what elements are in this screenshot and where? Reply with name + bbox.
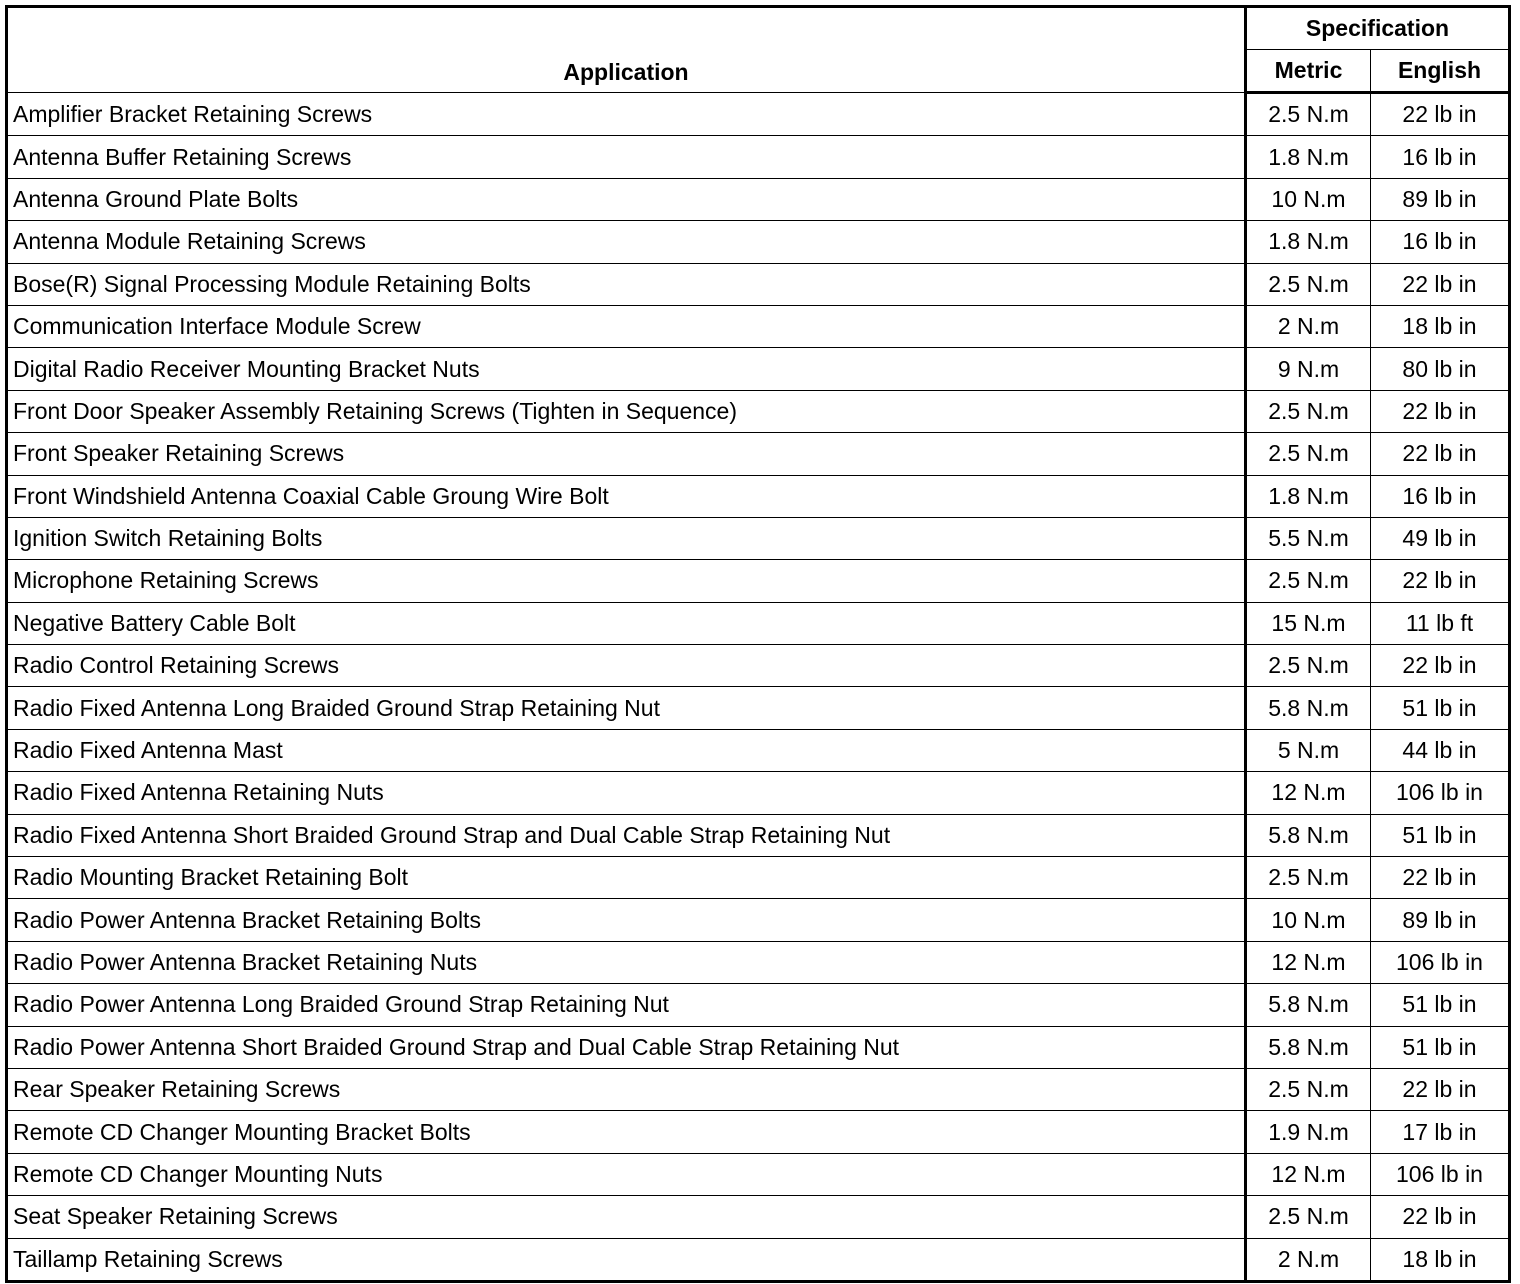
table-row [7,857,1510,899]
cell-english: 106 lb in [1371,772,1510,814]
cell-application: Rear Speaker Retaining Screws [7,1068,1246,1110]
cell-metric: 10 N.m [1246,178,1371,220]
cell-application: Seat Speaker Retaining Screws [7,1196,1246,1238]
cell-application: Taillamp Retaining Screws [7,1238,1246,1281]
cell-english: 17 lb in [1371,1111,1510,1153]
cell-application: Antenna Buffer Retaining Screws [7,136,1246,178]
cell-metric: 12 N.m [1246,1153,1371,1195]
table-row [7,1068,1510,1110]
cell-english: 22 lb in [1371,857,1510,899]
cell-english: 18 lb in [1371,1238,1510,1281]
cell-metric: 2.5 N.m [1246,263,1371,305]
table-row [7,93,1510,136]
cell-application: Front Speaker Retaining Screws [7,433,1246,475]
cell-application: Amplifier Bracket Retaining Screws [7,93,1246,136]
table-row [7,645,1510,687]
cell-english: 51 lb in [1371,1026,1510,1068]
table-row [7,1026,1510,1068]
cell-english: 44 lb in [1371,729,1510,771]
cell-metric: 1.8 N.m [1246,475,1371,517]
cell-application: Radio Fixed Antenna Retaining Nuts [7,772,1246,814]
cell-metric: 2.5 N.m [1246,433,1371,475]
cell-english: 22 lb in [1371,560,1510,602]
cell-english: 89 lb in [1371,178,1510,220]
cell-application: Negative Battery Cable Bolt [7,602,1246,644]
cell-metric: 9 N.m [1246,348,1371,390]
table-row [7,1196,1510,1238]
cell-metric: 12 N.m [1246,772,1371,814]
table-row [7,602,1510,644]
cell-english: 22 lb in [1371,263,1510,305]
cell-metric: 5.8 N.m [1246,687,1371,729]
cell-application: Radio Power Antenna Short Braided Ground Strap and Dual Cable Strap Retaining Nut [7,1026,1246,1068]
cell-application: Radio Power Antenna Bracket Retaining Bolts [7,899,1246,941]
cell-metric: 15 N.m [1246,602,1371,644]
cell-metric: 2.5 N.m [1246,93,1371,136]
table-row [7,348,1510,390]
header-english: English [1371,50,1510,93]
cell-english: 22 lb in [1371,433,1510,475]
cell-english: 11 lb ft [1371,602,1510,644]
table-row [7,814,1510,856]
cell-metric: 5.8 N.m [1246,814,1371,856]
cell-metric: 10 N.m [1246,899,1371,941]
cell-application: Digital Radio Receiver Mounting Bracket Nuts [7,348,1246,390]
cell-application: Radio Mounting Bracket Retaining Bolt [7,857,1246,899]
cell-metric: 1.9 N.m [1246,1111,1371,1153]
cell-english: 18 lb in [1371,305,1510,347]
cell-metric: 5.8 N.m [1246,1026,1371,1068]
cell-application: Radio Fixed Antenna Short Braided Ground Strap and Dual Cable Strap Retaining Nut [7,814,1246,856]
cell-english: 16 lb in [1371,136,1510,178]
table-row [7,390,1510,432]
cell-english: 51 lb in [1371,687,1510,729]
header-metric: Metric [1246,50,1371,93]
cell-metric: 2.5 N.m [1246,1196,1371,1238]
table-row [7,263,1510,305]
header-specification: Specification [1246,7,1510,50]
cell-english: 106 lb in [1371,1153,1510,1195]
cell-application: Radio Power Antenna Bracket Retaining Nuts [7,941,1246,983]
cell-application: Remote CD Changer Mounting Bracket Bolts [7,1111,1246,1153]
cell-english: 80 lb in [1371,348,1510,390]
cell-metric: 2 N.m [1246,305,1371,347]
header-application: Application [7,7,1246,93]
cell-metric: 2.5 N.m [1246,1068,1371,1110]
cell-metric: 2.5 N.m [1246,857,1371,899]
cell-english: 22 lb in [1371,1068,1510,1110]
cell-english: 51 lb in [1371,984,1510,1026]
table-row [7,1238,1510,1281]
cell-metric: 2 N.m [1246,1238,1371,1281]
cell-application: Front Windshield Antenna Coaxial Cable Groung Wire Bolt [7,475,1246,517]
table-row [7,1111,1510,1153]
cell-application: Communication Interface Module Screw [7,305,1246,347]
table-row [7,433,1510,475]
cell-application: Antenna Module Retaining Screws [7,221,1246,263]
table-row [7,687,1510,729]
cell-english: 22 lb in [1371,390,1510,432]
cell-application: Ignition Switch Retaining Bolts [7,517,1246,559]
table-row [7,772,1510,814]
table-body [7,93,1510,1282]
cell-metric: 1.8 N.m [1246,221,1371,263]
cell-metric: 12 N.m [1246,941,1371,983]
cell-application: Front Door Speaker Assembly Retaining Screws (Tighten in Sequence) [7,390,1246,432]
cell-english: 22 lb in [1371,645,1510,687]
cell-english: 16 lb in [1371,475,1510,517]
cell-metric: 5 N.m [1246,729,1371,771]
cell-english: 49 lb in [1371,517,1510,559]
cell-application: Radio Control Retaining Screws [7,645,1246,687]
cell-application: Microphone Retaining Screws [7,560,1246,602]
cell-metric: 5.8 N.m [1246,984,1371,1026]
cell-application: Bose(R) Signal Processing Module Retaining Bolts [7,263,1246,305]
table-row [7,560,1510,602]
cell-english: 22 lb in [1371,93,1510,136]
cell-application: Radio Fixed Antenna Mast [7,729,1246,771]
cell-english: 22 lb in [1371,1196,1510,1238]
table-row [7,305,1510,347]
table-row [7,178,1510,220]
table-row [7,221,1510,263]
table-row [7,517,1510,559]
torque-spec-table [5,5,1511,1283]
table-row [7,899,1510,941]
cell-application: Radio Fixed Antenna Long Braided Ground Strap Retaining Nut [7,687,1246,729]
cell-english: 89 lb in [1371,899,1510,941]
cell-english: 106 lb in [1371,941,1510,983]
table-row [7,1153,1510,1195]
table-row [7,984,1510,1026]
cell-application: Radio Power Antenna Long Braided Ground Strap Retaining Nut [7,984,1246,1026]
cell-metric: 2.5 N.m [1246,560,1371,602]
table-row [7,729,1510,771]
cell-application: Antenna Ground Plate Bolts [7,178,1246,220]
cell-metric: 2.5 N.m [1246,390,1371,432]
cell-english: 51 lb in [1371,814,1510,856]
table-row [7,136,1510,178]
table-row [7,475,1510,517]
cell-english: 16 lb in [1371,221,1510,263]
table-row [7,941,1510,983]
cell-application: Remote CD Changer Mounting Nuts [7,1153,1246,1195]
table-header [7,7,1510,93]
cell-metric: 5.5 N.m [1246,517,1371,559]
cell-metric: 2.5 N.m [1246,645,1371,687]
cell-metric: 1.8 N.m [1246,136,1371,178]
